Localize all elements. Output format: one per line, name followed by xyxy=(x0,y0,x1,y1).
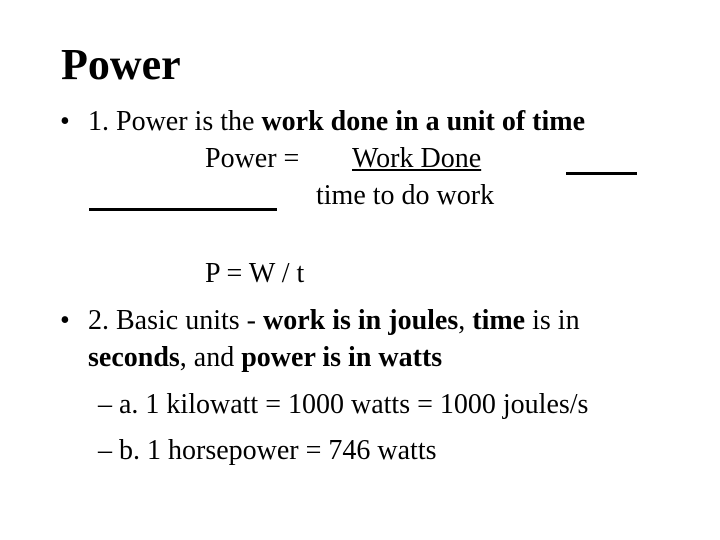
bullet-2-line-1 xyxy=(88,304,580,338)
formula: P = W / t xyxy=(205,258,305,289)
bullet-1-marker: • xyxy=(60,106,70,137)
bullet-1-prefix: 1. Power is the xyxy=(88,106,262,137)
bullet-2-line-2 xyxy=(88,341,442,375)
sub-item-b: – b. 1 horsepower = 746 watts xyxy=(98,435,437,466)
bullet-2-text-4: , and xyxy=(179,342,242,373)
bullet-2-marker: • xyxy=(60,305,70,336)
sub-item-a: – a. 1 kilowatt = 1000 watts = 1000 joules/s xyxy=(98,389,589,420)
fraction-rule-right xyxy=(566,172,637,175)
equation-lhs: Power = xyxy=(205,143,300,174)
bullet-2-bold-1: work is in joules xyxy=(263,305,459,336)
fraction-rule-left xyxy=(89,208,277,211)
bullet-2-bold-2: time xyxy=(472,305,526,336)
equation-denominator: time to do work xyxy=(316,180,495,211)
bullet-1-text xyxy=(88,105,585,139)
equation-numerator: Work Done xyxy=(352,143,482,174)
bullet-2-bold-4: power is in watts xyxy=(241,342,443,373)
bullet-2-bold-3: seconds xyxy=(88,342,180,373)
bullet-2-text-1: 2. Basic units - xyxy=(88,305,263,336)
slide-title: Power xyxy=(61,40,181,89)
bullet-2-text-3: is in xyxy=(525,305,580,336)
bullet-1-bold: work done in a unit of time xyxy=(261,106,586,137)
bullet-2-text-2: , xyxy=(458,305,473,336)
